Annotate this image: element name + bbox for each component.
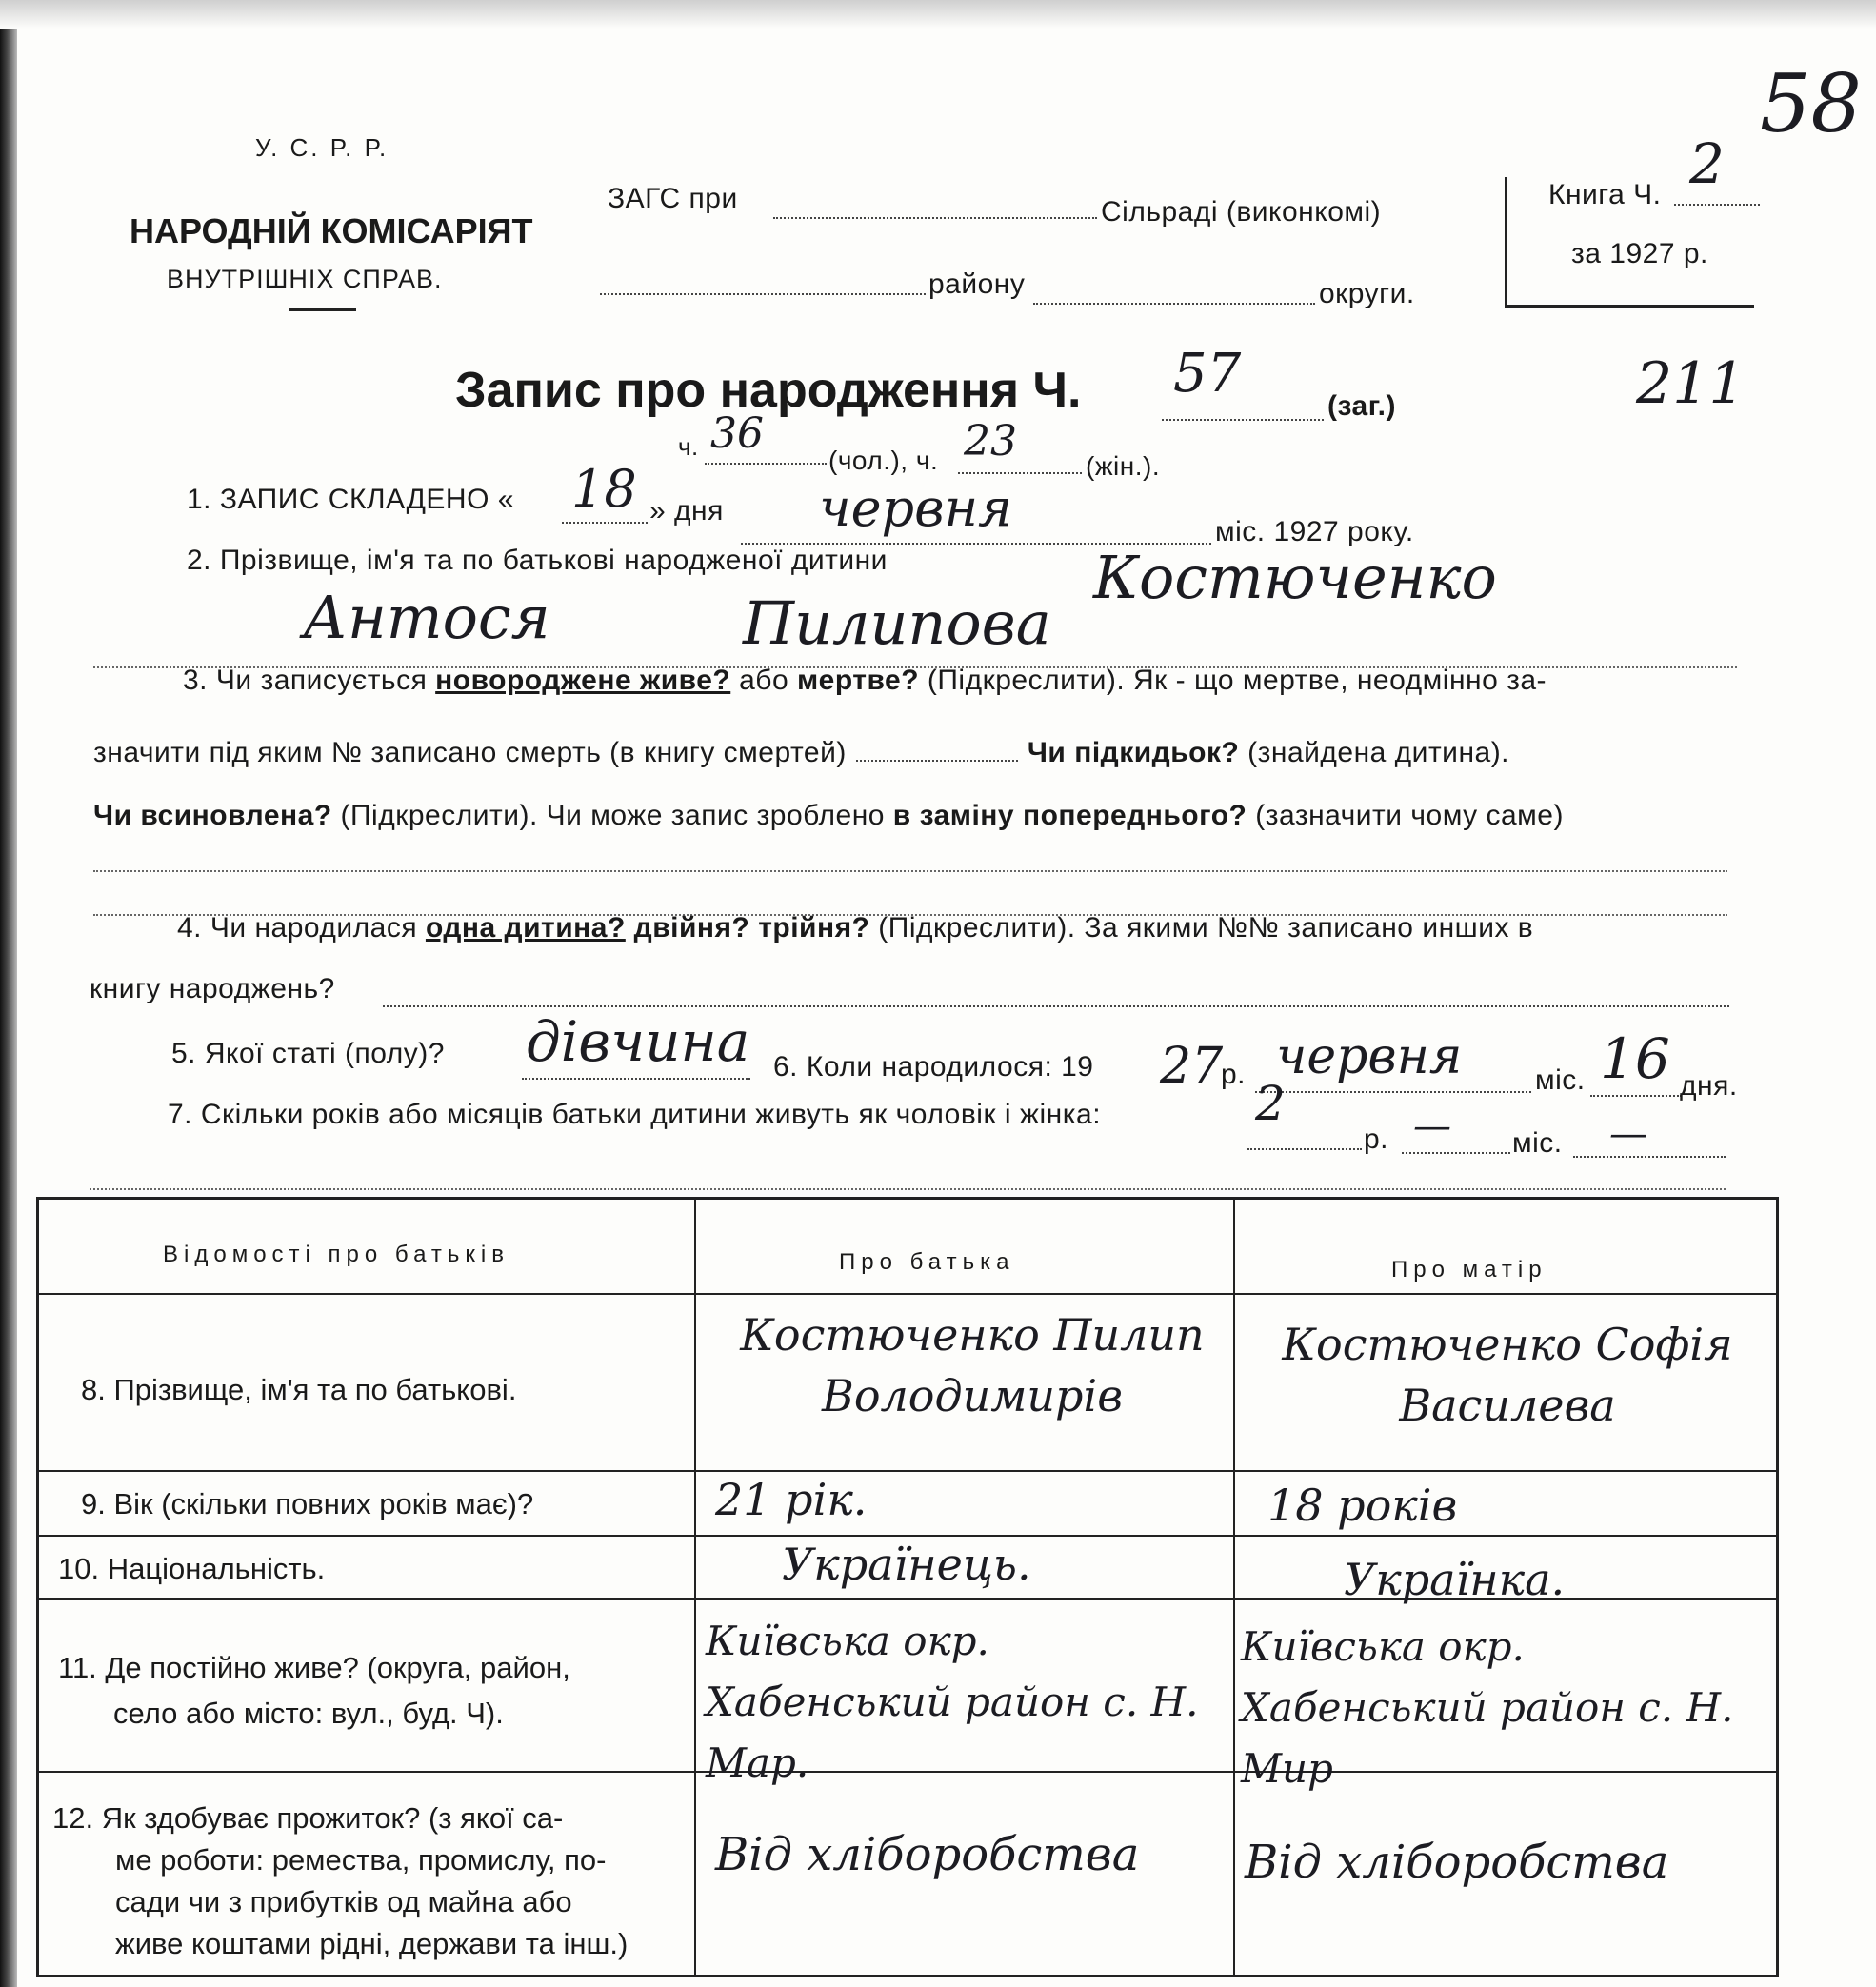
f4-dotted <box>383 1005 1729 1007</box>
f1-day-dotted <box>562 522 648 524</box>
silradi-label: Сільраді (виконкомі) <box>1101 196 1382 228</box>
zags-prefix: ЗАГС при <box>608 183 738 214</box>
book-dotted <box>1674 204 1760 206</box>
f3-l3-d: (зазначити чому саме) <box>1247 800 1564 831</box>
f7-months-dotted <box>1402 1152 1510 1154</box>
row8-mother: Костюченко Софія Василева <box>1282 1319 1733 1431</box>
parents-table <box>36 1197 1779 1977</box>
f7-rule <box>90 1188 1726 1190</box>
f7-label: 7. Скільки років або місяців батьки дитини живуть як чоловік і жінка: <box>168 1099 1102 1130</box>
row10-father: Українець. <box>782 1539 1031 1590</box>
f4-l1-b: одна дитина? <box>425 912 626 944</box>
zag-label: (заг.) <box>1327 390 1397 422</box>
f3-l1-d: мертве? <box>796 665 920 696</box>
f3-l2-a: значити під яким № записано смерть (в книгу смертей) <box>93 737 847 768</box>
f2-patronymic: Пилипова <box>743 588 1051 658</box>
f3-l1-c: або <box>730 665 797 696</box>
f4-line2: книгу народжень? <box>90 973 335 1004</box>
header-info: Відомості про батьків <box>163 1242 509 1267</box>
row12-father: Від хліборобства <box>715 1828 1140 1881</box>
f7-tail-dotted <box>1573 1156 1726 1158</box>
f4-l1-e: (Підкреслити). За якими №№ записано инших в <box>869 912 1534 944</box>
record-number: 57 <box>1173 343 1242 405</box>
f3-l1-b: новороджене живе? <box>435 665 731 696</box>
f4-l1-a: 4. Чи народилася <box>177 912 426 944</box>
f2-label: 2. Прізвище, ім'я та по батькові народженої дитини <box>187 545 888 576</box>
okrug-label: округи. <box>1319 278 1415 309</box>
f1-month: червня <box>819 478 1012 538</box>
f3-l2-b: Чи підкидьок? <box>1027 737 1240 768</box>
row10-mother: Українка. <box>1344 1554 1566 1605</box>
f3-l3-a: Чи всиновлена? <box>93 800 332 831</box>
f3-l3-c: в заміну попереднього? <box>892 800 1247 831</box>
col-divider-1 <box>694 1200 696 1975</box>
f2-name: Антося <box>303 583 550 652</box>
male-dotted <box>705 463 827 465</box>
book-box-bottom <box>1505 305 1754 308</box>
f6-mis: міс. <box>1535 1064 1586 1096</box>
ussr-label: У. С. Р. Р. <box>255 133 389 162</box>
female-dotted <box>958 472 1082 474</box>
f1-suffix: міс. 1927 року. <box>1215 516 1414 547</box>
row11-mother: Київська окр. Хабенський район с. Н. Мир <box>1241 1623 1734 1792</box>
f4-l1-d: двійня? трійня? <box>633 912 870 944</box>
row11-father: Київська окр. Хабенський район с. Н. Мар. <box>706 1618 1199 1786</box>
f6-day: 16 <box>1600 1026 1670 1091</box>
chol-label: (чол.), ч. <box>828 446 939 475</box>
f7-tail: — <box>1609 1112 1647 1156</box>
row10-label: 10. Національність. <box>58 1552 326 1585</box>
male-count: 36 <box>710 409 764 458</box>
f7-years-dotted <box>1247 1148 1362 1150</box>
f3-rule1 <box>93 870 1727 872</box>
side-number: 211 <box>1636 350 1746 417</box>
ch-label: ч. <box>678 432 699 461</box>
okrug-dotted <box>1033 303 1315 305</box>
row8-label: 8. Прізвище, ім'я та по батькові. <box>81 1373 517 1406</box>
f7-months: — <box>1413 1104 1451 1148</box>
f3-l2-c: (знайдена дитина). <box>1239 737 1510 768</box>
f5-value: дівчина <box>526 1009 750 1074</box>
f3-l1-e: (Підкреслити). Як - що мертве, неодмінно за- <box>919 665 1547 696</box>
book-year: за 1927 р. <box>1571 238 1708 269</box>
row12-label-2: ме роботи: ремества, промислу, по- <box>115 1843 607 1877</box>
f3-l3-b: (Підкреслити). Чи може запис зроблено <box>331 800 893 831</box>
f7-r: р. <box>1364 1123 1389 1155</box>
row9-father: 21 рік. <box>715 1474 868 1525</box>
page-edge-shadow <box>0 0 17 1987</box>
f5-label: 5. Якої статі (полу)? <box>171 1038 445 1069</box>
record-number-dotted <box>1162 419 1324 421</box>
row11-label-2: село або місто: вул., буд. Ч). <box>113 1697 504 1730</box>
commissariat-title: НАРОДНІЙ КОМІСАРІЯТ <box>130 211 533 250</box>
zags-dotted <box>773 217 1097 219</box>
row11-label-1: 11. Де постійно живе? (округа, район, <box>58 1651 570 1684</box>
row9-label: 9. Вік (скільки повних років має)? <box>81 1487 534 1520</box>
f6-dnia: дня. <box>1680 1070 1738 1102</box>
f4-l1-c <box>626 912 634 944</box>
header-mother: Про матір <box>1391 1257 1547 1282</box>
raion-dotted <box>600 293 926 295</box>
zhin-label: (жін.). <box>1086 451 1161 481</box>
row8-father: Костюченко Пилип Володимирів <box>740 1309 1205 1421</box>
f3-line1 <box>183 665 1547 697</box>
row12-label-4: живе коштами рідні, держави та інш.) <box>115 1927 629 1960</box>
f1-mid: » дня <box>649 495 724 527</box>
f3-line3 <box>93 800 1564 832</box>
f6-month-dotted <box>1255 1091 1531 1093</box>
female-count: 23 <box>964 417 1017 466</box>
f6-r: р. <box>1221 1059 1247 1090</box>
f6-month: червня <box>1276 1028 1463 1085</box>
row12-label-1: 12. Як здобуває прожиток? (з якої са- <box>52 1801 564 1835</box>
raion-label: району <box>928 268 1026 300</box>
book-number: 2 <box>1689 131 1725 196</box>
f1-prefix: 1. ЗАПИС СКЛАДЕНО « <box>187 484 514 515</box>
divider <box>289 308 356 311</box>
row-divider-9 <box>39 1535 1776 1537</box>
row12-label-3: сади чи з прибутків од майна або <box>115 1885 572 1918</box>
f6-label: 6. Коли народилося: 19 <box>773 1051 1094 1083</box>
f7-years: 2 <box>1255 1076 1286 1131</box>
book-label: Книга Ч. <box>1548 179 1662 210</box>
f1-day: 18 <box>571 459 637 519</box>
f5-dotted <box>522 1078 750 1080</box>
record-title: Запис про народження Ч. <box>455 363 1082 418</box>
f3-l1-a: 3. Чи записується <box>183 665 436 696</box>
f7-mis: міс. <box>1512 1127 1563 1159</box>
f3-line2 <box>93 737 1509 769</box>
f6-day-dotted <box>1590 1095 1682 1097</box>
f3-death-dotted <box>856 760 1018 762</box>
f6-year: 27 <box>1160 1038 1224 1095</box>
row9-mother: 18 років <box>1267 1480 1458 1531</box>
row-divider-header <box>39 1293 1776 1295</box>
f4-line1 <box>177 912 1533 944</box>
header-father: Про батька <box>839 1249 1015 1275</box>
f2-surname: Костюченко <box>1093 543 1497 612</box>
corner-number: 58 <box>1760 57 1862 150</box>
row12-mother: Від хліборобства <box>1245 1836 1669 1889</box>
row-divider-8 <box>39 1470 1776 1472</box>
page-top-shadow <box>0 0 1876 29</box>
book-box-left <box>1505 177 1507 307</box>
commissariat-subtitle: ВНУТРІШНІХ СПРАВ. <box>167 265 443 293</box>
